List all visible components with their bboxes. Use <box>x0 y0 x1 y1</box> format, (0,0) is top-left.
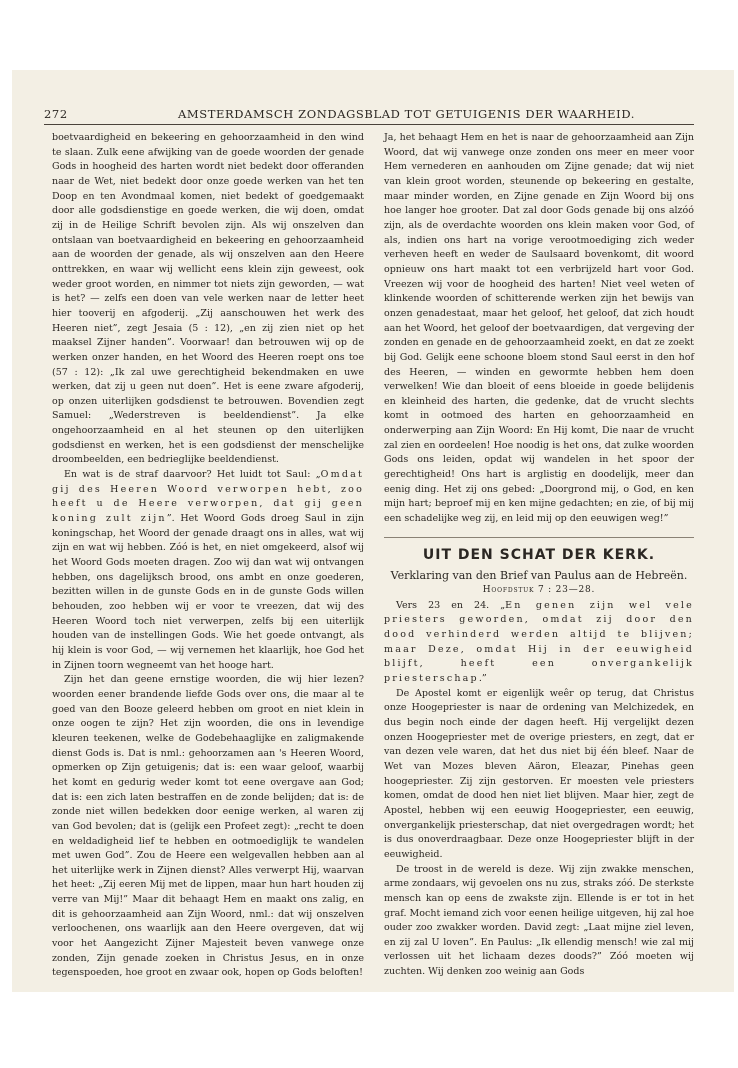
chapter-reference <box>384 583 694 597</box>
spaced-quote: En genen zijn wel vele priesters geworden, omdat zij door den dood verhinderd werden altijd te blijven; maar Deze, omdat Hij in der eeuwigheid blijft, heeft een onvergankelijk priesterschap <box>384 599 694 684</box>
paragraph: De Apostel komt er eigenlijk weêr op terug, dat Christus onze Hoogepriester is naar de ordening van Melchizedek, en dus begin noch einde der dagen heeft. Hij vergelijkt dezen onzen Hoogepriester met de overige priesters, en zegt, dat er van dezen vele waren, dat het dus niet bij één bleef. Naar de Wet van Mozes bleven Aäron, Eleazar, Pinehas geen hoogepriester. Zij zijn gestorven. Er moesten vele priesters komen, omdat de dood hen niet liet blijven. Maar hier, zegt de Apostel, hebben wij een eeuwig Hoogepriester, een eeuwig, onvergankelijk priesterschap, dat niet overgedragen wordt; het is dus onoverdraagbaar. Deze onze Hoogepriester blijft in der eeuwigheid. <box>384 687 694 860</box>
paragraph <box>52 468 364 673</box>
page-number: 272 <box>44 107 68 121</box>
paragraph-lead: Vers 23 en 24. „ <box>396 599 506 611</box>
section-subtitle: Verklaring van den Brief van Paulus aan de Hebreën. <box>390 568 688 582</box>
running-header <box>44 106 694 122</box>
paragraph-lead: En wat is de straf daarvoor? Het luidt tot Saul: „ <box>64 469 321 481</box>
chapter-label: Hoofdstuk <box>482 584 535 595</box>
running-title: AMSTERDAMSCH ZONDAGSBLAD TOT GETUIGENIS DER WAARHEID. <box>178 107 635 121</box>
section-title: UIT DEN SCHAT DER KERK. <box>384 537 694 564</box>
chapter-verses: 7 : 23—28. <box>537 584 596 595</box>
spaced-quote: Omdat gij des Heeren Woord verworpen hebt, zoo heeft u de Heere verworpen, dat gij geen koning zult zijn <box>52 469 364 525</box>
paragraph: Ja, het behaagt Hem en het is naar de gehoorzaamheid aan Zijn Woord, dat wij vanwege onze zonden ons meer en meer voor Hem vernederen en aanhouden om Zijne genade; dat wij niet van klein groot worden, steunende op bekeering en gestalte, maar minder worden, en Zijne genade en Zijn Woord bij ons hoe langer hoe grooter. Dat zal door Gods genade bij ons alzóó zijn, als de overdachte woorden ons klein maken voor God, of als, indien ons hart na vorige verootmoediging zich weder verheven heeft en weder de Saulsaard bovenkomt, dit woord opnieuw ons hart maakt tot een verbrijzeld hart voor God. Vreezen wij voor de hoogheid des harten! Niet veel weten of klinkende woorden of schitterende werken zijn het bewijs van onzen genadestaat, maar het geloof, het geloof, dat zich houdt aan het Woord, het geloof der boetvaardigen, dat vergeving der zonden en genade en de gehoorzaamheid zoekt, en dat ze zoekt bij God. Gelijk eene schoone bloem stond Saul eerst in den hof des Heeren, — winden en gewormte hebben hem doen verwelken! Wie dan bloeit of eens bloeide in goede belijdenis en kleinheid des harten, die gedenke, dat de vrucht slechts komt in ootmoed des harten en gehoorzaamheid en onderwerping aan Zijn Woord: En Hij komt, Die naar de vrucht zal zien en oordeelen! Hoe noodig is het ons, dat zulke woorden Gods ons leiden, opdat wij wandelen in het spoor der gerechtigheid! Ons hart is arglistig en doodelijk, meer dan eenig ding. Het zij ons gebed: „Doorgrond mij, o God, en ken mijn hart; beproef mij en ken mijne gedachten; en zie, of bij mij een schadelijke weg zij, en leid mij op den eeuwigen weg!” <box>384 132 694 525</box>
paragraph-rest: ”. Het Woord Gods droeg Saul in zijn koningschap, het Woord der genade draagt ons in alles, wat wij zijn en wat wij hebben. Zóó is het, en niet omgekeerd, alsof wij het Woord Gods moeten dragen. Zoo wij dan wat wij ontvangen hebben, ons dagelijksch brood, ons ambt en onze goederen, bezitten willen in de gunste Gods en in de gunste Gods willen behouden, zoo hebben wij er voor te vreezen, dat wij des Heeren Woord toch niet verwerpen, zelfs bij een uiterlijk houden van de instellingen Gods. Wie het goede ontvangt, als hij klein is voor God, — wij vernemen het klaarlijk, hoe God het in Zijnen toorn wegneemt van het hooge hart. <box>52 513 364 671</box>
paragraph: De troost in de wereld is deze. Wij zijn zwakke menschen, arme zondaars, wij gevoelen ons nu zus, straks zóó. De sterkste mensch kan op eens de zwakste zijn. Ellende is er tot in het graf. Mocht iemand zich voor eenen heilige uitgeven, hij zal hoe ouder zoo zwakker worden. David zegt: „Laat mijne ziel leven, en zij zal U loven”. En Paulus: „Ik ellendig mensch! wie zal mij verlossen uit het lichaam dezes doods?” Zóó moeten wij zuchten. Wij denken zoo weinig aan Gods <box>384 863 694 978</box>
header-rule <box>44 124 694 125</box>
right-column <box>384 131 694 980</box>
paragraph <box>384 599 694 687</box>
paragraph: Zijn het dan geene ernstige woorden, die wij hier lezen? woorden eener brandende liefde Gods over ons, die maar al te goed van den Booze geleerd hebben om groot en niet klein in onze oogen te zijn? Het zijn woorden, die ons in levendige kleuren teekenen, welke de Godebehaaglijke en zaligmakende dienst Gods is. Dat is nml.: gehoorzamen aan 's Heeren Woord, opmerken op Zijn getuigenis; dat is: een waar geloof, waarbij het komt en gedurig weder komt tot eene overgave aan God; dat is: een zich laten bestraffen en de zonde belijden; dat is: de zonde niet willen bedekken door eenige werken, al waren zij van God bevolen; dat is (gelijk een Profeet zegt): „recht te doen en weldadigheid lief te hebben en ootmoediglijk te wandelen met uwen God”. Zou de Heere een welgevallen hebben aan al het uiterlijke werk in Zijnen dienst? Alles verwerpt Hij, waarvan het heet: „Zij eeren Mij met de lippen, maar hun hart houden zij verre van Mij!” Maar dit behaagt Hem en maakt ons zalig, en dit is gehoorzaamheid aan Zijn Woord, nml.: dat wij onszelven verloochenen, ons waarlijk aan den Heere overgeven, dat wij voor het Aangezicht Zijner Majesteit beven vanwege onze zonden, Zijn genade zoeken in Christus Jesus, en in onze tegenspoeden, hoe groot en zwaar ook, hopen op Gods beloften! <box>52 674 364 979</box>
left-column <box>52 131 364 981</box>
paragraph-end: .” <box>478 673 487 684</box>
paragraph: boetvaardigheid en bekeering en gehoorzaamheid in den wind te slaan. Zulk eene afwijking van de goede woorden der genade Gods in hoogheid des harten wordt niet bedekt door offeranden naar de Wet, niet bedekt door onze goede werken van het ten Doop en ten Avondmaal komen, niet bedekt of goedgemaakt door alle godsdienstige en goede werken, die wij doen, omdat zij in de Heilige Schrift bevolen zijn. Als wij onszelven dan ontslaan van boetvaardigheid en bekeering en gehoorzaamheid aan de woorden der genade, als wij onszelven aan den Heere onttrekken, en waar wij wellicht eens klein zijn geweest, ook weder groot worden, en nimmer tot niets zijn geworden, — wat is het? — zelfs een doen van vele werken naar de letter heet hier tooverij en afgoderij. „Zij aanschouwen het werk des Heeren niet”, zegt Jesaia (5 : 12), „en zij zien niet op het maaksel Zijner handen”. Voorwaar! dan betrouwen wij op de werken onzer handen, en het Woord des Heeren roept ons toe (57 : 12): „Ik zal uwe gerechtigheid bekendmaken en uwe werken, dat zij u geen nut doen”. Het is eene zware afgoderij, op onzen uiterlijken godsdienst te betrouwen. Bovendien zegt Samuel: „Wederstreven is beeldendienst”. Ja elke ongehoorzaamheid en al het steunen op den uiterlijken godsdienst en werken, het is een godsdienst der menschelijke droombeelden, een bedrieglijke beeldendienst. <box>52 132 364 466</box>
